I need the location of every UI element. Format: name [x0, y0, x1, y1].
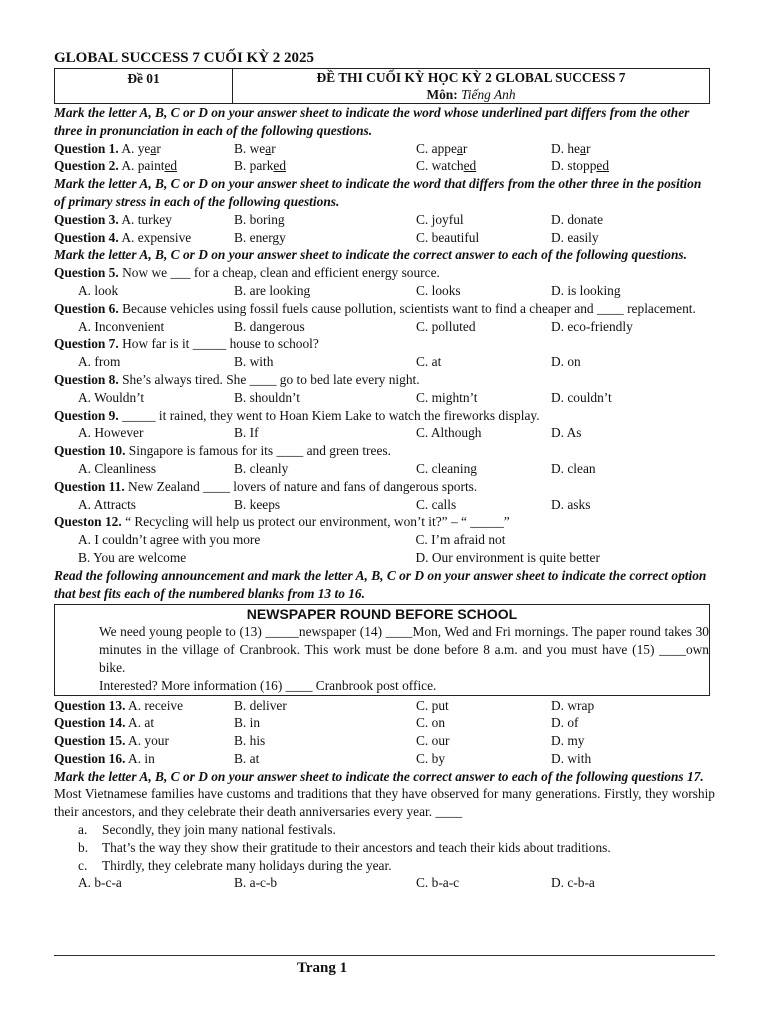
option-c-end: r	[462, 140, 468, 156]
question-1	[54, 140, 715, 158]
question-12	[54, 513, 715, 566]
question-15	[54, 732, 715, 750]
option-d: D. asks	[551, 496, 591, 512]
option-d: D. donate	[551, 211, 604, 227]
option-b: B. energy	[234, 229, 286, 245]
subject-line	[233, 86, 709, 103]
instruction-stress: Mark the letter A, B, C or D on your answer sheet to indicate the word that differs from the other three in the position of primary stress in each of the following questions.	[54, 176, 702, 209]
list-item-text: That’s the way they show their gratitude to their ancestors and teach their kids about traditions.	[102, 839, 611, 855]
option-a: A. I couldn’t agree with you more	[78, 532, 261, 548]
underlined-part: a	[580, 140, 586, 156]
option-a: A. ye	[121, 140, 151, 156]
instruction-announcement: Read the following announcement and mark the letter A, B, C or D on your answer sheet to indicate the correct option that best fits each of the numbered blanks from 13 to 16.	[54, 567, 707, 601]
list-item-text: Thirdly, they celebrate many holidays during the year.	[102, 857, 392, 873]
question-17-passage: Most Vietnamese families have customs and traditions that they have observed for many generations. Firstly, they worship their ancestors, and they celebrate their death anniversaries every year. ____	[54, 786, 715, 820]
question-label: Question 6.	[54, 300, 119, 316]
instruction-question-17: Mark the letter A, B, C or D on your answer sheet to indicate the correct answer to each of the following questions 17.	[54, 768, 704, 784]
instruction-correct-answer: Mark the letter A, B, C or D on your answer sheet to indicate the correct answer to each of the following questions.	[54, 247, 687, 263]
underlined-part: a	[150, 140, 157, 156]
option-c: C. looks	[416, 282, 461, 298]
question-text: Singapore is famous for its ____ and green trees.	[128, 443, 391, 459]
footer-divider	[54, 955, 715, 956]
option-a: A. from	[78, 354, 121, 370]
underlined-part: a	[456, 140, 463, 156]
underlined-part: ed	[596, 158, 610, 174]
question-4	[54, 229, 715, 247]
option-d: D. stopp	[551, 158, 597, 174]
list-marker: c.	[78, 857, 88, 873]
option-b: B. boring	[234, 211, 285, 227]
option-b: B. we	[234, 140, 266, 156]
option-c: C. beautiful	[416, 229, 480, 245]
question-3	[54, 211, 715, 229]
option-d: D. with	[551, 750, 592, 766]
option-a: A. paint	[121, 158, 165, 174]
list-marker: b.	[78, 839, 89, 855]
exam-title: ĐỀ THI CUỐI KỲ HỌC KỲ 2 GLOBAL SUCCESS 7	[316, 70, 626, 85]
exam-code: Đề 01	[55, 69, 233, 103]
question-text: How far is it _____ house to school?	[122, 336, 319, 352]
document-title: GLOBAL SUCCESS 7 CUỐI KỲ 2 2025	[54, 50, 315, 66]
question-label: Question 9.	[54, 407, 119, 423]
underlined-part: a	[265, 140, 272, 156]
option-d: D. Our environment is quite better	[415, 549, 600, 565]
option-d: D. is looking	[551, 282, 621, 298]
question-10	[54, 442, 715, 478]
question-6	[54, 300, 715, 336]
option-c: C. calls	[416, 496, 457, 512]
subject-label: Môn:	[426, 87, 458, 102]
question-text: _____ it rained, they went to Hoan Kiem Lake to watch the fireworks display.	[122, 407, 540, 423]
option-c: C. our	[416, 733, 450, 749]
question-7	[54, 335, 715, 371]
option-b: B. deliver	[234, 697, 287, 713]
option-a: A. Inconvenient	[78, 318, 165, 334]
option-c: C. polluted	[416, 318, 476, 334]
option-c: C. by	[416, 750, 446, 766]
option-c: C. cleaning	[416, 460, 477, 476]
option-d: D. wrap	[551, 697, 595, 713]
question-text: New Zealand ____ lovers of nature and fans of dangerous sports.	[128, 478, 478, 494]
instruction-pronunciation: Mark the letter A, B, C or D on your answer sheet to indicate the word whose underlined part differs from the other three in pronunciation in each of the following questions.	[54, 105, 690, 138]
question-label: Question 15.	[54, 733, 126, 749]
underlined-part: ed	[463, 158, 477, 174]
announcement-text-2: Interested? More information (16) ____ Cranbrook post office.	[99, 677, 437, 693]
question-label: Question 2.	[54, 158, 119, 174]
option-d: D. c-b-a	[551, 875, 595, 891]
list-marker: a.	[78, 822, 88, 838]
option-b: B. are looking	[234, 282, 311, 298]
option-b: B. his	[234, 733, 266, 749]
option-b: B. You are welcome	[78, 549, 187, 565]
question-16	[54, 750, 715, 768]
exam-header-table	[54, 68, 710, 104]
option-a: A. b-c-a	[78, 875, 122, 891]
option-a: A. turkey	[121, 211, 172, 227]
option-a: A. receive	[128, 697, 184, 713]
question-label: Question 7.	[54, 336, 119, 352]
exam-page	[54, 48, 715, 892]
subject-value: Tiếng Anh	[461, 87, 516, 102]
question-label: Question 3.	[54, 211, 119, 227]
question-9	[54, 407, 715, 443]
option-b: B. a-c-b	[234, 875, 278, 891]
option-b: B. cleanly	[234, 460, 289, 476]
option-b: B. at	[234, 750, 260, 766]
option-d: D. he	[551, 140, 581, 156]
question-label: Question 5.	[54, 265, 119, 281]
option-a: A. Wouldn’t	[78, 389, 145, 405]
question-label: Question 8.	[54, 371, 119, 387]
option-a: A. Cleanliness	[78, 460, 157, 476]
question-label: Question 14.	[54, 715, 126, 731]
option-a: A. in	[128, 750, 155, 766]
option-b: B. park	[234, 158, 274, 174]
announcement-box	[54, 604, 710, 695]
option-d: D. As	[551, 425, 582, 441]
option-d: D. my	[551, 733, 585, 749]
option-b: B. shouldn’t	[234, 389, 300, 405]
question-label: Question 13.	[54, 697, 126, 713]
question-14	[54, 714, 715, 732]
question-label: Question 1.	[54, 140, 119, 156]
option-a: A. look	[78, 282, 119, 298]
question-label: Queston 12.	[54, 514, 122, 530]
option-c: C. watch	[416, 158, 464, 174]
option-a-end: r	[156, 140, 161, 156]
question-text: She’s always tired. She ____ go to bed late every night.	[122, 371, 420, 387]
option-c: C. appe	[416, 140, 457, 156]
option-d-end: r	[585, 140, 591, 156]
option-c: C. at	[416, 354, 442, 370]
question-17	[54, 785, 715, 892]
underlined-part: ed	[164, 158, 178, 174]
option-c: C. b-a-c	[416, 875, 460, 891]
option-a: A. at	[128, 715, 155, 731]
question-text: “ Recycling will help us protect our environment, won’t it?” – “ _____”	[125, 514, 510, 530]
question-text: Because vehicles using fossil fuels cause pollution, scientists want to find a cheaper and ____ replacement.	[122, 300, 696, 316]
option-a: A. expensive	[121, 229, 192, 245]
page-number: Trang 1	[297, 960, 348, 976]
option-a: A. your	[128, 733, 169, 749]
option-a: A. However	[78, 425, 144, 441]
option-d: D. clean	[551, 460, 596, 476]
list-item	[54, 839, 715, 857]
option-d: D. of	[551, 715, 579, 731]
option-b: B. keeps	[234, 496, 281, 512]
list-item	[54, 821, 715, 839]
option-a: A. Attracts	[78, 496, 137, 512]
option-b: B. dangerous	[234, 318, 305, 334]
question-13	[54, 697, 715, 715]
option-c: C. Although	[416, 425, 482, 441]
question-11	[54, 478, 715, 514]
option-b: B. with	[234, 354, 274, 370]
option-b: B. in	[234, 715, 261, 731]
option-d: D. couldn’t	[551, 389, 612, 405]
option-c: C. on	[416, 715, 446, 731]
announcement-title: NEWSPAPER ROUND BEFORE SCHOOL	[246, 606, 518, 623]
question-label: Question 10.	[54, 443, 126, 459]
option-c: C. put	[416, 697, 449, 713]
question-label: Question 11.	[54, 478, 125, 494]
option-b: B. If	[234, 425, 259, 441]
option-d: D. on	[551, 354, 581, 370]
option-c: C. I’m afraid not	[415, 532, 506, 548]
option-d: D. eco-friendly	[551, 318, 633, 334]
list-item-text: Secondly, they join many national festivals.	[102, 822, 336, 838]
question-label: Question 16.	[54, 750, 126, 766]
announcement-text: We need young people to (13) _____newspaper (14) ____Mon, Wed and Fri mornings. The paper round takes 30 minutes in the village of Cranbrook. This work must be done before 8 a.m. and you must have (15) ____own bike.	[99, 624, 709, 675]
option-c: C. mightn’t	[416, 389, 478, 405]
list-item	[54, 857, 715, 875]
underlined-part: ed	[273, 158, 287, 174]
question-label: Question 4.	[54, 229, 119, 245]
exam-title-cell	[233, 69, 709, 103]
question-8	[54, 371, 715, 407]
question-2	[54, 157, 715, 175]
question-5	[54, 264, 715, 300]
option-c: C. joyful	[416, 211, 464, 227]
option-d: D. easily	[551, 229, 599, 245]
question-text: Now we ___ for a cheap, clean and efficient energy source.	[122, 265, 440, 281]
option-b-end: r	[271, 140, 276, 156]
